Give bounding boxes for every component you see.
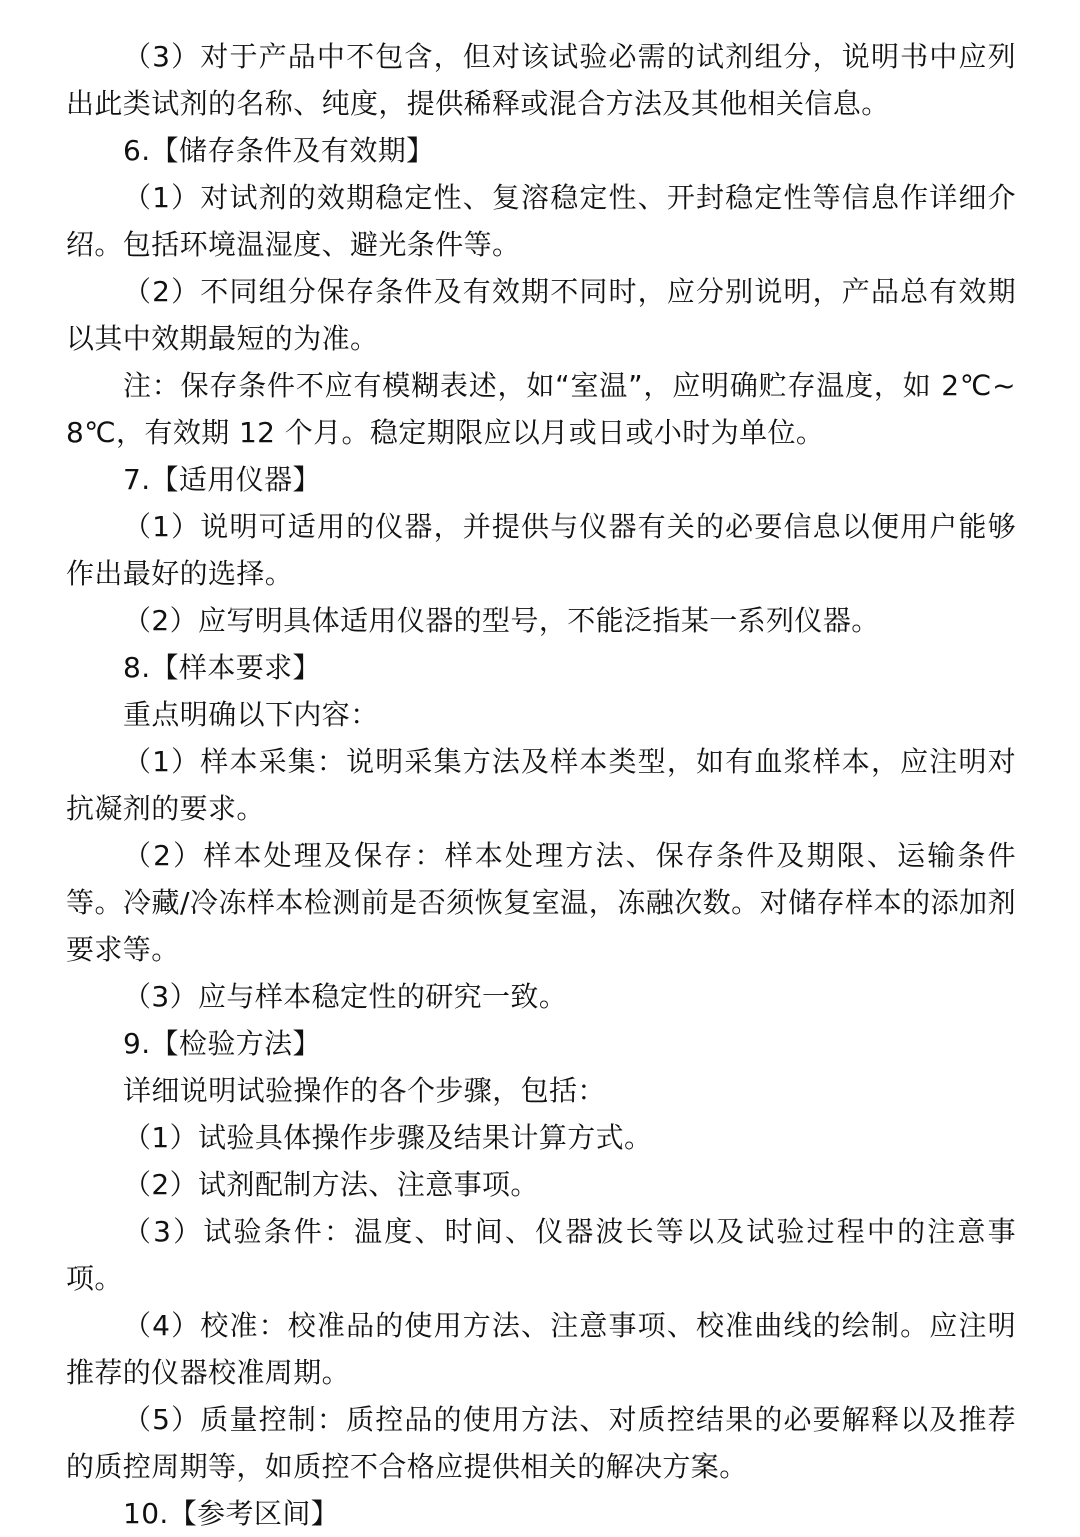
paragraph-7-2-model: （2）应写明具体适用仪器的型号，不能泛指某一系列仪器。 <box>123 604 880 637</box>
section-heading-9-method: 9.【检验方法】 <box>123 1027 321 1060</box>
paragraph-6-note: 注：保存条件不应有模糊表述，如“室温”，应明确贮存温度，如 2℃~8℃，有效期 12 个月。稳定期限应以月或日或小时为单位。 <box>66 369 1016 449</box>
paragraph-9-intro: 详细说明试验操作的各个步骤，包括： <box>123 1074 606 1107</box>
paragraph-9-2-preparation: （2）试剂配制方法、注意事项。 <box>123 1168 539 1201</box>
document-page <box>66 33 1016 1537</box>
section-heading-6-storage: 6.【储存条件及有效期】 <box>123 134 435 167</box>
paragraph-9-4-calibration: （4）校准：校准品的使用方法、注意事项、校准曲线的绘制。应注明推荐的仪器校准周期。 <box>66 1309 1016 1389</box>
paragraph-9-5-quality-control: （5）质量控制：质控品的使用方法、对质控结果的必要解释以及推荐的质控周期等，如质控不合格应提供相关的解决方案。 <box>66 1403 1016 1483</box>
paragraph-9-1-steps: （1）试验具体操作步骤及结果计算方式。 <box>123 1121 653 1154</box>
paragraph-8-1-collection: （1）样本采集：说明采集方法及样本类型，如有血浆样本，应注明对抗凝剂的要求。 <box>66 745 1016 825</box>
section-heading-8-sample: 8.【样本要求】 <box>123 651 321 684</box>
paragraph-9-3-conditions: （3）试验条件：温度、时间、仪器波长等以及试验过程中的注意事项。 <box>66 1215 1016 1295</box>
paragraph-8-intro: 重点明确以下内容： <box>123 698 379 731</box>
paragraph-6-2-component-validity: （2）不同组分保存条件及有效期不同时，应分别说明，产品总有效期以其中效期最短的为准。 <box>66 275 1016 355</box>
paragraph-8-2-processing: （2）样本处理及保存：样本处理方法、保存条件及期限、运输条件等。冷藏/冷冻样本检测前是否须恢复室温，冻融次数。对储存样本的添加剂要求等。 <box>66 839 1016 966</box>
section-heading-7-instruments: 7.【适用仪器】 <box>123 463 321 496</box>
paragraph-6-1-stability: （1）对试剂的效期稳定性、复溶稳定性、开封稳定性等信息作详细介绍。包括环境温湿度、避光条件等。 <box>66 181 1016 261</box>
paragraph-3-reagent-components: （3）对于产品中不包含，但对该试验必需的试剂组分，说明书中应列出此类试剂的名称、纯度，提供稀释或混合方法及其他相关信息。 <box>66 40 1016 120</box>
paragraph-8-3-stability: （3）应与样本稳定性的研究一致。 <box>123 980 568 1013</box>
section-heading-10-reference-range: 10.【参考区间】 <box>123 1497 340 1530</box>
paragraph-7-1-instruments: （1）说明可适用的仪器，并提供与仪器有关的必要信息以便用户能够作出最好的选择。 <box>66 510 1016 590</box>
